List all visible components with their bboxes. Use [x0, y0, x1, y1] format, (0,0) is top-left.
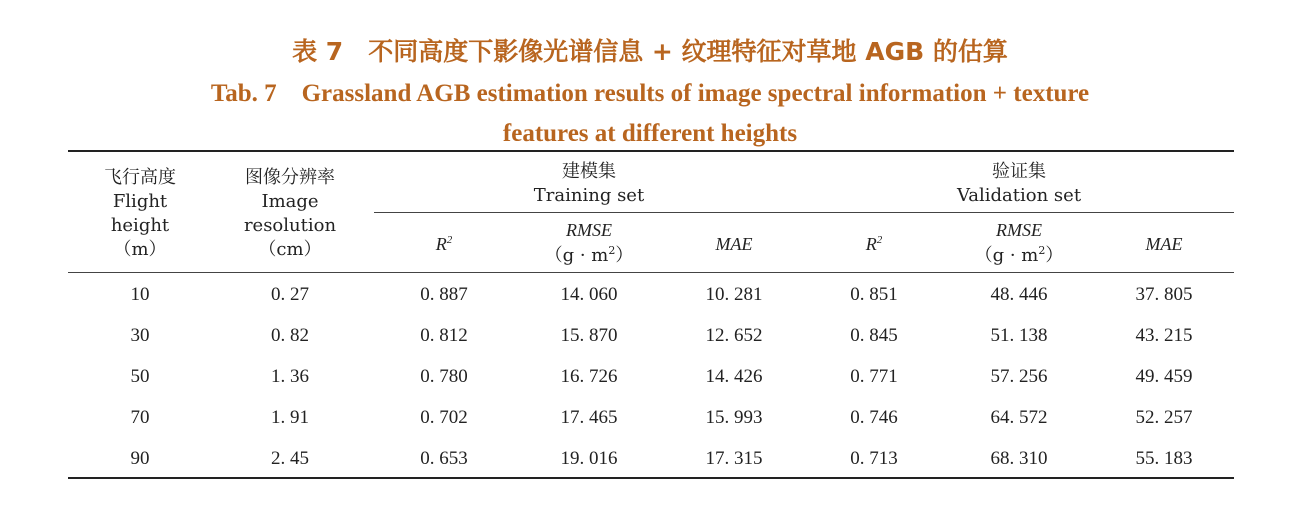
cell-validation-rmse: 48. 446 — [990, 284, 1048, 305]
table-top-rule — [68, 150, 1234, 152]
cell-training-rmse: 14. 060 — [560, 284, 618, 305]
cell-training-rmse: 19. 016 — [560, 448, 618, 469]
subheader-training-rmse: RMSE — [566, 220, 612, 240]
cell-validation-r2: 0. 851 — [850, 284, 898, 305]
header-flight-cn: 飞行高度 — [104, 167, 176, 188]
cell-training-rmse: 15. 870 — [560, 325, 618, 346]
cell-training-mae: 14. 426 — [705, 366, 763, 387]
subheader-training-r2: $R^2$ — [435, 234, 453, 254]
cell-training-mae: 12. 652 — [705, 325, 763, 346]
cell-validation-r2: 0. 771 — [850, 366, 898, 387]
subheader-validation-rmse: RMSE — [996, 220, 1042, 240]
cell-resolution: 0. 82 — [271, 325, 309, 346]
header-res-unit: （cm） — [258, 239, 322, 260]
cell-resolution: 0. 27 — [271, 284, 309, 305]
cell-training-r2: 0. 887 — [420, 284, 468, 305]
cell-validation-r2: 0. 713 — [850, 448, 898, 469]
subheader-validation-mae: MAE — [1145, 234, 1183, 254]
cell-training-rmse: 17. 465 — [560, 407, 618, 428]
cell-resolution: 1. 91 — [271, 407, 309, 428]
cell-training-r2: 0. 812 — [420, 325, 468, 346]
cell-resolution: 1. 36 — [271, 366, 309, 387]
cell-validation-rmse: 51. 138 — [990, 325, 1048, 346]
header-training-en: Training set — [533, 185, 645, 206]
header-group-rule — [374, 212, 1234, 213]
cell-validation-rmse: 57. 256 — [990, 366, 1048, 387]
cell-validation-r2: 0. 845 — [850, 325, 898, 346]
cell-flight-height: 70 — [130, 407, 150, 428]
cell-training-r2: 0. 653 — [420, 448, 468, 469]
cell-training-r2: 0. 702 — [420, 407, 468, 428]
cell-validation-mae: 37. 805 — [1135, 284, 1193, 305]
subheader-training-rmse-unit: $(g \cdot m^2)$ — [544, 244, 634, 266]
cell-flight-height: 50 — [130, 366, 150, 387]
cell-validation-rmse: 64. 572 — [990, 407, 1048, 428]
subheader-validation-rmse-unit: $(g \cdot m^2)$ — [974, 244, 1064, 266]
table-caption-english-line2: features at different heights — [502, 120, 798, 147]
cell-validation-mae: 49. 459 — [1135, 366, 1193, 387]
table-caption-english-line1: Tab. 7 Grassland AGB estimation results of image spectral information + texture — [210, 80, 1090, 107]
cell-validation-mae: 52. 257 — [1135, 407, 1193, 428]
header-res-cn: 图像分辨率 — [245, 167, 335, 188]
header-flight-unit: （m） — [113, 239, 167, 260]
cell-validation-mae: 55. 183 — [1135, 448, 1193, 469]
cell-validation-mae: 43. 215 — [1135, 325, 1193, 346]
header-validation-cn: 验证集 — [992, 161, 1046, 182]
subheader-training-mae: MAE — [715, 234, 753, 254]
cell-validation-rmse: 68. 310 — [990, 448, 1048, 469]
cell-validation-r2: 0. 746 — [850, 407, 898, 428]
header-res-en1: Image — [261, 191, 319, 212]
table-bottom-rule — [68, 477, 1234, 479]
header-flight-en2: height — [110, 215, 170, 236]
cell-training-r2: 0. 780 — [420, 366, 468, 387]
table-caption-chinese: 表 7 不同高度下影像光谱信息 + 纹理特征对草地 AGB 的估算 — [292, 37, 1008, 66]
header-training-cn: 建模集 — [562, 161, 616, 182]
header-validation-en: Validation set — [956, 185, 1082, 206]
cell-training-mae: 17. 315 — [705, 448, 763, 469]
cell-training-mae: 15. 993 — [705, 407, 763, 428]
subheader-validation-r2: $R^2$ — [865, 234, 883, 254]
cell-resolution: 2. 45 — [271, 448, 309, 469]
header-flight-en1: Flight — [112, 191, 168, 212]
cell-training-mae: 10. 281 — [705, 284, 763, 305]
cell-flight-height: 90 — [130, 448, 150, 469]
cell-flight-height: 10 — [130, 284, 150, 305]
cell-flight-height: 30 — [130, 325, 150, 346]
header-bottom-rule — [68, 272, 1234, 273]
cell-training-rmse: 16. 726 — [560, 366, 618, 387]
header-res-en2: resolution — [243, 215, 337, 236]
